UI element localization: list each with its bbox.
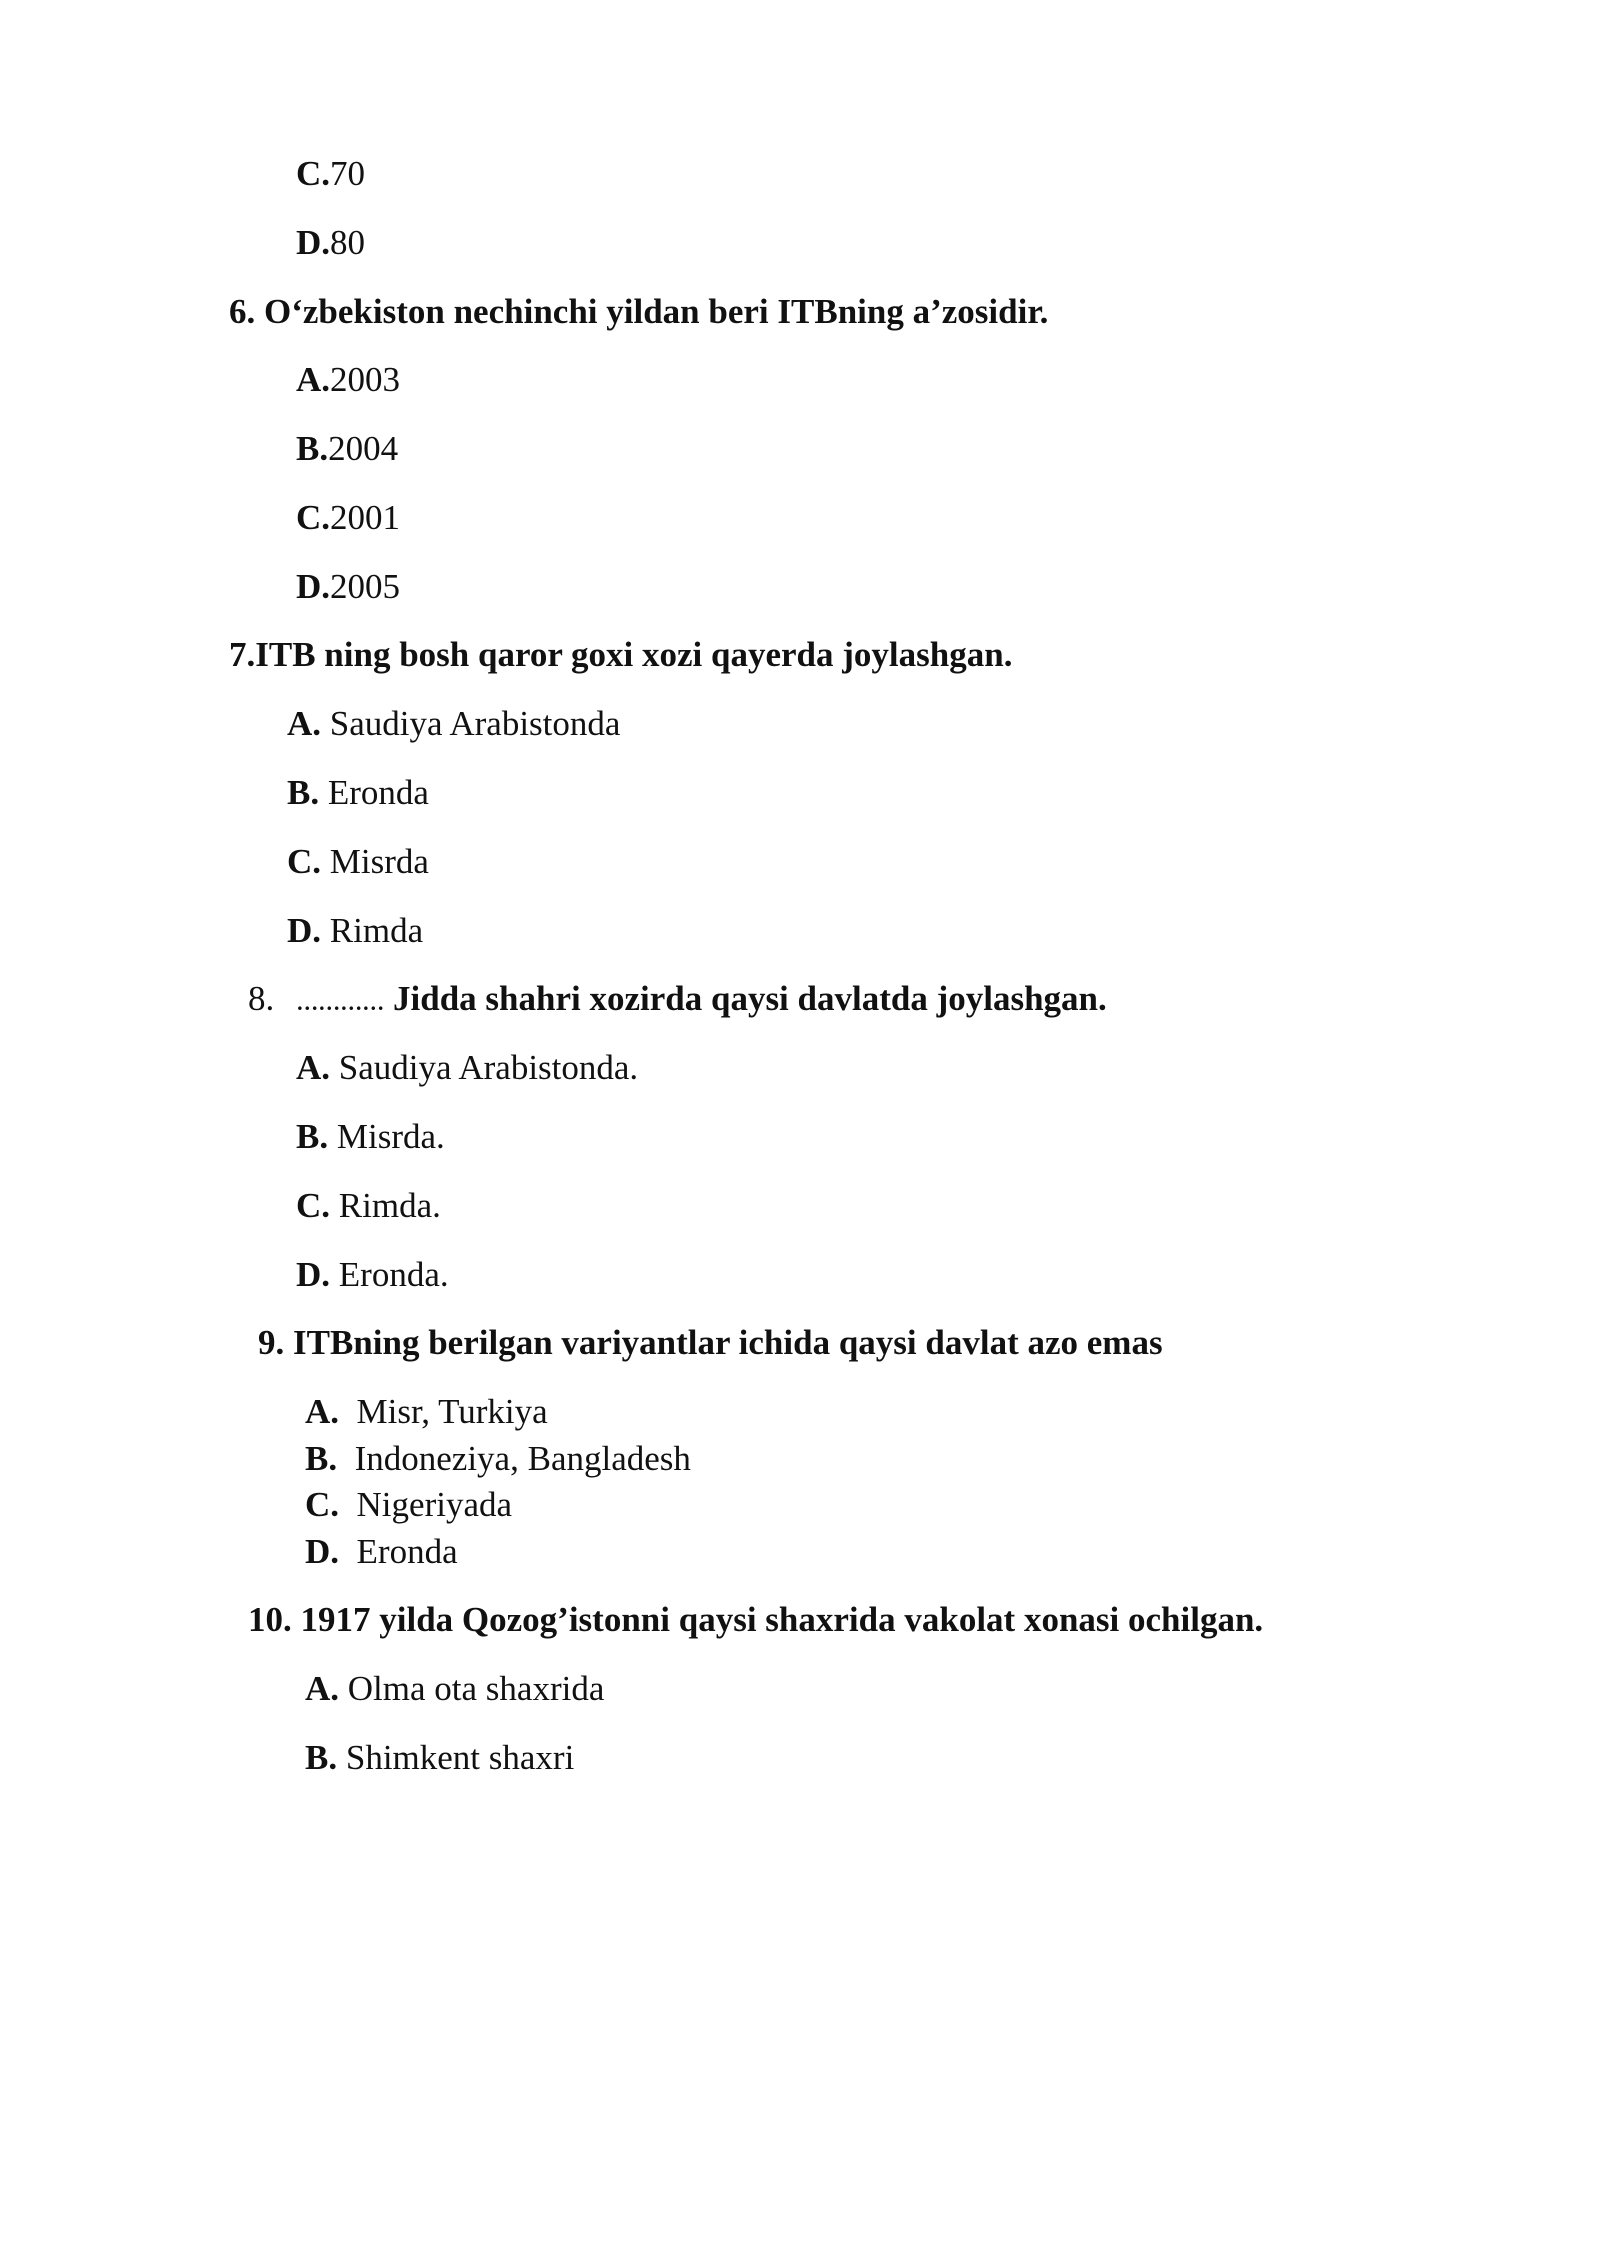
option-text: Nigeriyada (339, 1485, 513, 1524)
q9-option-c (305, 1483, 512, 1527)
question-9: 9. ITBning berilgan variyantlar ichida qaysi davlat azo emas (258, 1323, 1163, 1362)
q5-option-c (296, 152, 365, 196)
q10-option-b (305, 1736, 574, 1780)
option-letter: C. (296, 1186, 331, 1225)
option-letter: D. (296, 1255, 331, 1294)
option-text: Saudiya Arabistonda. (330, 1048, 639, 1087)
option-text: 70 (330, 154, 366, 193)
q10-option-a (305, 1667, 604, 1711)
q6-option-d (296, 565, 400, 609)
q6-option-c (296, 496, 400, 540)
option-letter: C. (296, 498, 331, 537)
option-text: Eronda. (330, 1255, 449, 1294)
option-letter: A. (305, 1392, 340, 1431)
question-text: Jidda shahri xozirda qaysi davlatda joylashgan. (384, 979, 1107, 1018)
question-7: 7.ITB ning bosh qaror goxi xozi qayerda joylashgan. (229, 635, 1013, 674)
option-letter: A. (305, 1669, 340, 1708)
option-text: Misrda (321, 842, 429, 881)
q7-option-c (287, 840, 429, 884)
q8-option-a (296, 1046, 638, 1090)
q9-option-d (305, 1530, 458, 1574)
option-letter: C. (296, 154, 331, 193)
option-text: 2004 (328, 429, 399, 468)
q7-option-b (287, 771, 429, 815)
option-text: 2005 (330, 567, 401, 606)
q6-option-b (296, 427, 398, 471)
option-text: Misrda. (328, 1117, 445, 1156)
option-letter: C. (287, 842, 322, 881)
q8-option-c (296, 1184, 441, 1228)
option-letter: D. (296, 223, 331, 262)
question-8 (248, 977, 1107, 1025)
option-letter: D. (287, 911, 322, 950)
option-text: Indoneziya, Bangladesh (337, 1439, 691, 1478)
option-text: Saudiya Arabistonda (321, 704, 621, 743)
option-text: Eronda (319, 773, 429, 812)
q6-option-a (296, 358, 400, 402)
q8-option-b (296, 1115, 445, 1159)
option-text: 2003 (330, 360, 401, 399)
q9-option-a (305, 1390, 548, 1434)
option-letter: D. (305, 1532, 340, 1571)
option-text: 2001 (330, 498, 401, 537)
option-letter: B. (287, 773, 320, 812)
option-text: Olma ota shaxrida (339, 1669, 605, 1708)
option-text: Rimda (321, 911, 424, 950)
option-letter: B. (296, 1117, 329, 1156)
question-10: 10. 1917 yilda Qozog’istonni qaysi shaxrida vakolat xonasi ochilgan. (248, 1600, 1264, 1639)
q7-option-d (287, 909, 423, 953)
question-number: 8. (248, 979, 275, 1018)
question-dots: ………… (296, 990, 385, 1015)
option-text: Rimda. (330, 1186, 441, 1225)
option-text: Eronda (339, 1532, 458, 1571)
option-letter: B. (305, 1439, 338, 1478)
option-text: Shimkent shaxri (337, 1738, 575, 1777)
option-letter: A. (296, 1048, 331, 1087)
option-letter: A. (296, 360, 331, 399)
option-letter: D. (296, 567, 331, 606)
q9-option-b (305, 1437, 691, 1481)
option-text: Misr, Turkiya (339, 1392, 548, 1431)
option-letter: B. (305, 1738, 338, 1777)
question-6: 6. O‘zbekiston nechinchi yildan beri ITBning a’zosidir. (229, 292, 1049, 331)
option-letter: C. (305, 1485, 340, 1524)
q5-option-d (296, 221, 365, 265)
option-text: 80 (330, 223, 366, 262)
option-letter: A. (287, 704, 322, 743)
q8-option-d (296, 1253, 449, 1297)
option-letter: B. (296, 429, 329, 468)
q7-option-a (287, 702, 620, 746)
